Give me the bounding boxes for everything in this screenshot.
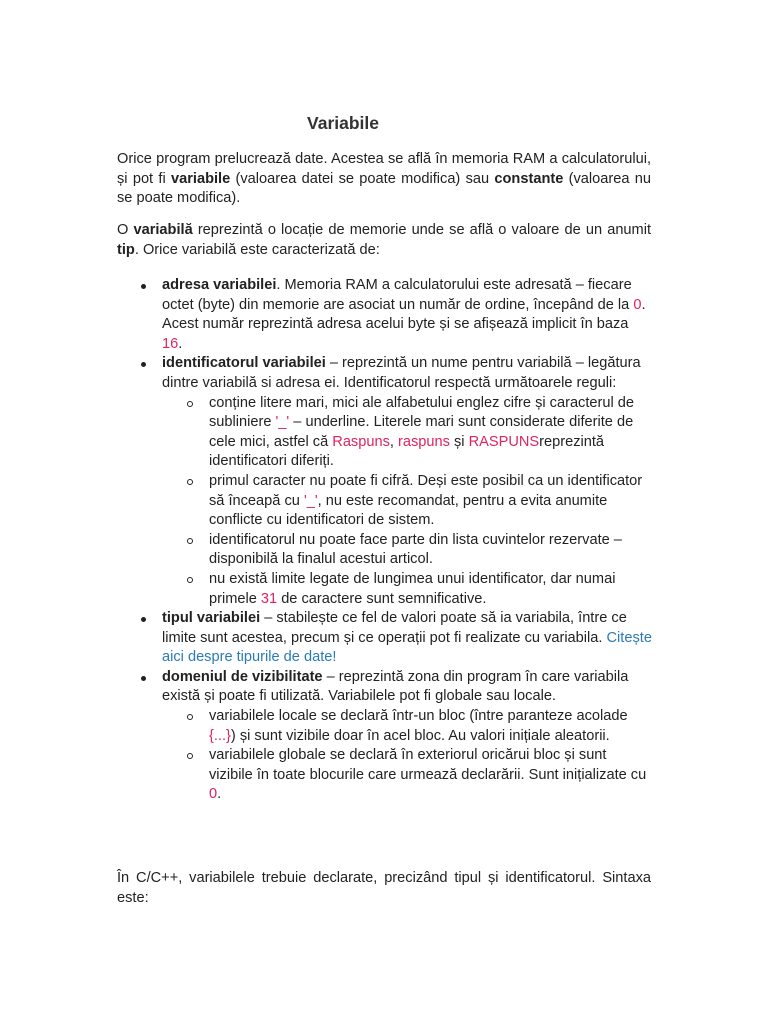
- intro-paragraph: Orice program prelucrează date. Acestea se află în memoria RAM a calculatorului, și pot fi variabile (valoarea datei se poate modifica) sau constante (valoarea nu se poate modifica).: [117, 151, 651, 207]
- code-highlight: Raspuns: [332, 433, 390, 450]
- rule-item: nu există limite legate de lungimea unui identificator, dar numai primele 31 de caractere sunt semnificative.: [209, 570, 652, 609]
- term-variabila: variabilă: [133, 222, 193, 238]
- code-highlight: raspuns: [398, 433, 450, 450]
- list-item-adresa: adresa variabilei. Memoria RAM a calculatorului este adresată – fiecare octet (byte) din memorie are asociat un număr de ordine, începând de la 0. Acest număr reprezintă adresa acelui byte și se afișează implicit în baza 16.: [162, 276, 652, 354]
- code-highlight: 0: [633, 296, 642, 313]
- rule-item: conține litere mari, mici ale alfabetului englez cifre și caracterul de subliniere '_' – underline. Literele mari sunt considerate diferite de cele mici, astfel că Raspuns, raspuns și RASPUNSreprezintă identificatori diferiți.: [209, 394, 652, 472]
- identifier-rules-list: [162, 394, 652, 610]
- code-highlight: 0: [209, 786, 218, 803]
- characteristics-list: [162, 276, 652, 805]
- term-tip: tip: [117, 241, 135, 258]
- data-types-link[interactable]: Citește aici despre tipurile de date!: [162, 629, 652, 666]
- list-item-tipul: tipul variabilei – stabilește ce fel de valori poate să ia variabila, între ce limite sunt acestea, precum și ce operații pot fi realizate cu variabila. Citește aici despre tipurile de date!: [162, 609, 652, 668]
- code-highlight: 31: [260, 590, 278, 607]
- rule-item: primul caracter nu poate fi cifră. Deși este posibil ca un identificator să înceapă cu '_', nu este recomandat, pentru a evita anumite conflicte cu identificatori de sistem.: [209, 472, 652, 531]
- code-highlight: '_': [275, 414, 290, 431]
- rule-item: identificatorul nu poate face parte din lista cuvintelor rezervate – disponibilă la finalul acestui articol.: [209, 531, 652, 570]
- code-highlight: '_': [303, 492, 318, 509]
- code-highlight: RASPUNS: [468, 433, 540, 450]
- code-highlight: {...}: [209, 727, 231, 744]
- page-title: Variabile: [307, 113, 379, 133]
- list-item-domeniul: domeniul de vizibilitate – reprezintă zona din program în care variabila există și poate fi utilizată. Variabilele pot fi globale sau locale. variabilele locale se declară într-un bloc (între paranteze acolade {...}) și sunt vizibile doar în acel bloc. Au valori inițiale aleatorii. variabilele globale se declară în exteriorul oricărui bloc și sunt vizibile în toate blocurile care urmează declarării. Sunt inițializate cu 0.: [162, 668, 652, 805]
- term-variabile: variabile: [171, 170, 231, 187]
- code-highlight: 16: [162, 335, 179, 352]
- list-item-identificator: identificatorul variabilei – reprezintă un nume pentru variabilă – legătura dintre variabilă si adresa ei. Identificatorul respectă următoarele reguli: conține litere mari, mici ale alfabetului englez cifre și caracterul de subliniere '_' – underline. Literele mari sunt considerate diferite de cele mici, astfel că Raspuns, raspuns și RASPUNSreprezintă identificatori diferiți. primul caracter nu poate fi cifră. Deși este posibil ca un identificator să înceapă cu '_', nu este recomandat, pentru a evita anumite conflicte cu identificatori de sistem. identificatorul nu poate face parte din lista cuvintelor rezervate – disponibilă la finalul acestui articol. nu există limite legate de lungimea unui identificator, dar numai primele 31 de caractere sunt semnificative.: [162, 354, 652, 609]
- scope-item: variabilele globale se declară în exteriorul oricărui bloc și sunt vizibile în toate blocurile care urmează declarării. Sunt inițializate cu 0.: [209, 746, 652, 805]
- scope-list: [162, 707, 652, 805]
- syntax-paragraph: În C/C++, variabilele trebuie declarate, precizând tipul și identificatorul. Sintaxa este:: [117, 870, 651, 906]
- definition-paragraph: O variabilă reprezintă o locație de memorie unde se află o valoare de un anumit tip. Orice variabilă este caracterizată de:: [117, 222, 652, 258]
- scope-item: variabilele locale se declară într-un bloc (între paranteze acolade {...}) și sunt vizibile doar în acel bloc. Au valori inițiale aleatorii.: [209, 707, 652, 746]
- term-constante: constante: [494, 170, 564, 187]
